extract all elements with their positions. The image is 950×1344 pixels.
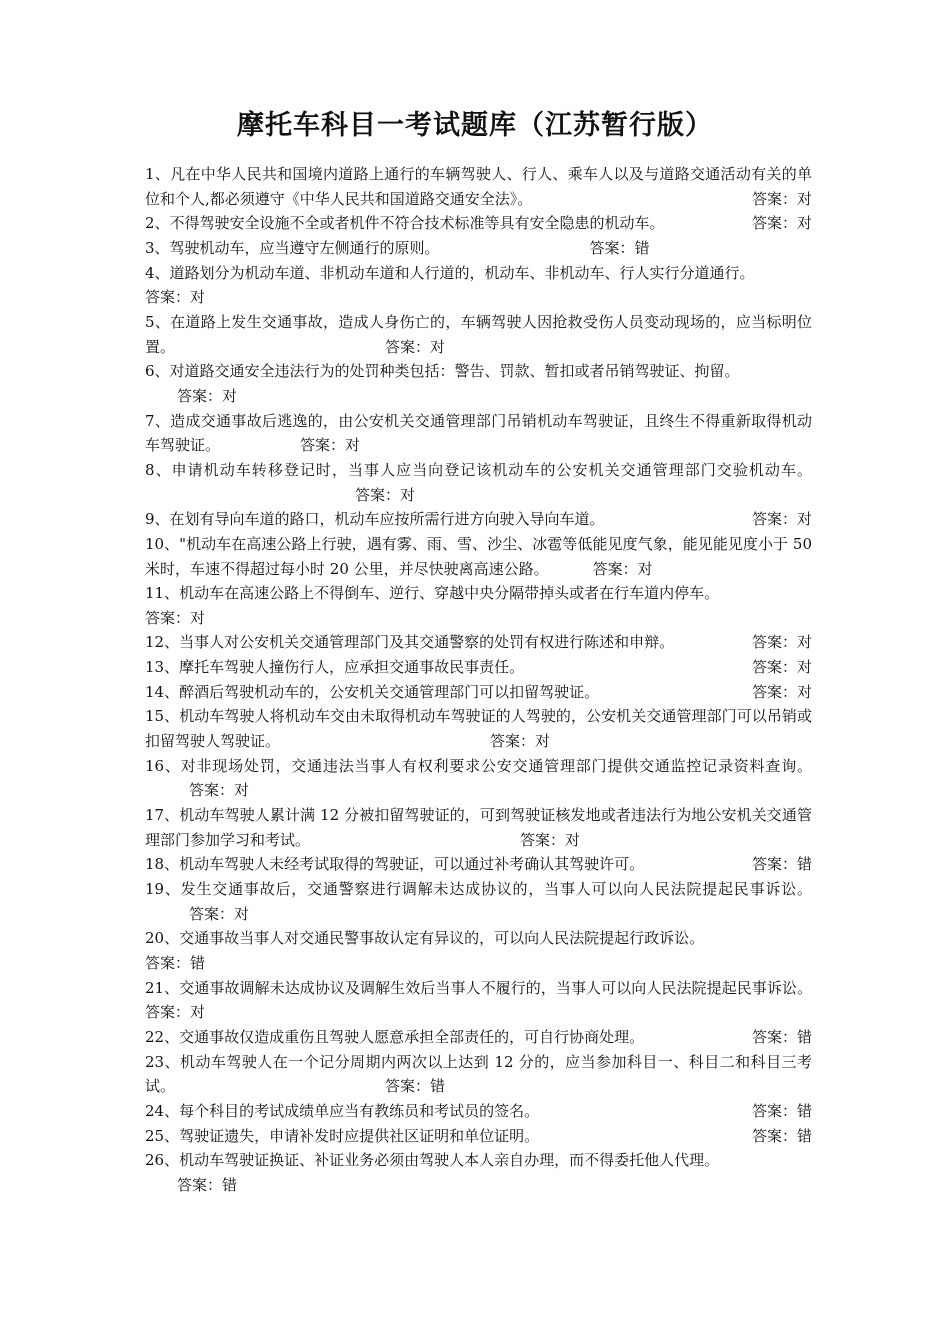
question-text: 12、当事人对公安机关交通管理部门及其交通警察的处罚有权进行陈述和申辩。 xyxy=(145,633,675,652)
question-text: 14、醉酒后驾驶机动车的，公安机关交通管理部门可以扣留驾驶证。 xyxy=(145,682,600,701)
question-item xyxy=(145,261,812,310)
question-item xyxy=(145,532,812,581)
answer-label: 答案：对 xyxy=(189,781,250,800)
answer-label: 答案：错 xyxy=(751,1027,812,1046)
answer-label: 答案：错 xyxy=(751,1126,812,1145)
question-item xyxy=(145,1124,812,1149)
question-item xyxy=(145,581,812,630)
answer-label: 答案：对 xyxy=(300,436,361,455)
question-text: 6、对道路交通安全违法行为的处罚种类包括：警告、罚款、暂扣或者吊销驾驶证、拘留。 xyxy=(145,362,740,381)
answer-label: 答案：对 xyxy=(751,658,812,677)
answer-label: 答案：错 xyxy=(177,1175,238,1194)
question-item xyxy=(145,507,812,532)
answer-label: 答案：错 xyxy=(751,855,812,874)
answer-label: 答案：对 xyxy=(177,386,238,405)
answer-label: 答案：错 xyxy=(751,1101,812,1120)
answer-label: 答案：对 xyxy=(355,485,416,504)
question-text: 26、机动车驾驶证换证、补证业务必须由驾驶人本人亲自办理，而不得委托他人代理。 xyxy=(145,1151,720,1170)
question-item xyxy=(145,877,812,926)
question-item xyxy=(145,1050,812,1099)
question-item xyxy=(145,310,812,359)
question-item xyxy=(145,852,812,877)
answer-label: 答案：对 xyxy=(490,732,551,751)
answer-label: 答案：对 xyxy=(145,1003,206,1022)
question-text: 24、每个科目的考试成绩单应当有教练员和考试员的签名。 xyxy=(145,1101,540,1120)
question-item xyxy=(145,1148,812,1197)
question-text: 5、在道路上发生交通事故，造成人身伤亡的，车辆驾驶人因抢救受伤人员变动现场的，应当标明位置。 xyxy=(145,312,812,356)
answer-label: 答案：对 xyxy=(520,830,581,849)
question-item xyxy=(145,211,812,236)
answer-label: 答案：对 xyxy=(145,608,206,627)
question-item xyxy=(145,655,812,680)
question-text: 18、机动车驾驶人未经考试取得的驾驶证，可以通过补考确认其驾驶许可。 xyxy=(145,855,645,874)
question-item xyxy=(145,680,812,705)
question-item xyxy=(145,1099,812,1124)
answer-label: 答案：对 xyxy=(592,559,653,578)
answer-label: 答案：错 xyxy=(385,1077,446,1096)
answer-label: 答案：错 xyxy=(589,238,650,257)
question-item xyxy=(145,704,812,753)
answer-label: 答案：对 xyxy=(751,510,812,529)
question-item xyxy=(145,458,812,507)
question-item xyxy=(145,359,812,408)
question-text: 21、交通事故调解未达成协议及调解生效后当事人不履行的，当事人可以向人民法院提起民事诉讼。 xyxy=(145,978,812,997)
answer-label: 答案：对 xyxy=(385,337,446,356)
question-text: 3、驾驶机动车，应当遵守左侧通行的原则。 xyxy=(145,238,440,257)
question-text: 11、机动车在高速公路上不得倒车、逆行、穿越中央分隔带掉头或者在行车道内停车。 xyxy=(145,584,720,603)
question-text: 22、交通事故仅造成重伤且驾驶人愿意承担全部责任的，可自行协商处理。 xyxy=(145,1027,645,1046)
answer-label: 答案：对 xyxy=(189,904,250,923)
question-text: 2、不得驾驶安全设施不全或者机件不符合技术标准等具有安全隐患的机动车。 xyxy=(145,214,665,233)
question-text: 10、"机动车在高速公路上行驶，遇有雾、雨、雪、沙尘、冰雹等低能见度气象，能见能见度小于 50 米时，车速不得超过每小时 20 公里，并尽快驶离高速公路。 xyxy=(145,534,812,578)
question-text: 1、凡在中华人民共和国境内道路上通行的车辆驾驶人、行人、乘车人以及与道路交通活动有关的单位和个人,都必须遵守《中华人民共和国道路交通安全法》。 xyxy=(145,165,812,208)
question-text: 25、驾驶证遗失，申请补发时应提供社区证明和单位证明。 xyxy=(145,1126,540,1145)
answer-label: 答案：对 xyxy=(751,189,812,208)
question-text: 20、交通事故当事人对交通民警事故认定有异议的，可以向人民法院提起行政诉讼。 xyxy=(145,929,705,948)
question-text: 19、发生交通事故后，交通警察进行调解未达成协议的，当事人可以向人民法院提起民事诉讼。 xyxy=(145,880,812,899)
question-text: 13、摩托车驾驶人撞伤行人，应承担交通事故民事责任。 xyxy=(145,658,525,677)
answer-label: 答案：对 xyxy=(751,633,812,652)
question-text: 7、造成交通事故后逃逸的，由公安机关交通管理部门吊销机动车驾驶证，且终生不得重新取得机动车驾驶证。 xyxy=(145,411,812,455)
question-item xyxy=(145,976,812,1025)
question-text: 8、申请机动车转移登记时，当事人应当向登记该机动车的公安机关交通管理部门交验机动车。 xyxy=(145,460,812,479)
question-text: 9、在划有导向车道的路口，机动车应按所需行进方向驶入导向车道。 xyxy=(145,510,605,529)
question-text: 15、机动车驾驶人将机动车交由未取得机动车驾驶证的人驾驶的，公安机关交通管理部门可以吊销或扣留驾驶人驾驶证。 xyxy=(145,707,812,751)
question-item xyxy=(145,236,812,261)
question-text: 16、对非现场处罚，交通违法当事人有权利要求公安交通管理部门提供交通监控记录资料查询。 xyxy=(145,756,812,775)
question-item xyxy=(145,630,812,655)
question-item xyxy=(145,803,812,852)
answer-label: 答案：对 xyxy=(145,288,206,307)
question-text: 23、机动车驾驶人在一个记分周期内两次以上达到 12 分的，应当参加科目一、科目二和科目三考试。 xyxy=(145,1052,812,1096)
question-list xyxy=(145,162,812,1198)
answer-label: 答案：错 xyxy=(145,954,206,972)
answer-label: 答案：对 xyxy=(751,214,812,233)
question-item xyxy=(145,1025,812,1050)
answer-label: 答案：对 xyxy=(751,682,812,701)
question-item xyxy=(145,926,812,975)
question-text: 4、道路划分为机动车道、非机动车道和人行道的，机动车、非机动车、行人实行分道通行。 xyxy=(145,263,755,282)
question-item xyxy=(145,162,812,211)
document-title: 摩托车科目一考试题库（江苏暂行版） xyxy=(237,110,713,141)
question-item xyxy=(145,754,812,803)
question-text: 17、机动车驾驶人累计满 12 分被扣留驾驶证的，可到驾驶证核发地或者违法行为地公安机关交通管理部门参加学习和考试。 xyxy=(145,806,812,849)
question-item xyxy=(145,409,812,458)
